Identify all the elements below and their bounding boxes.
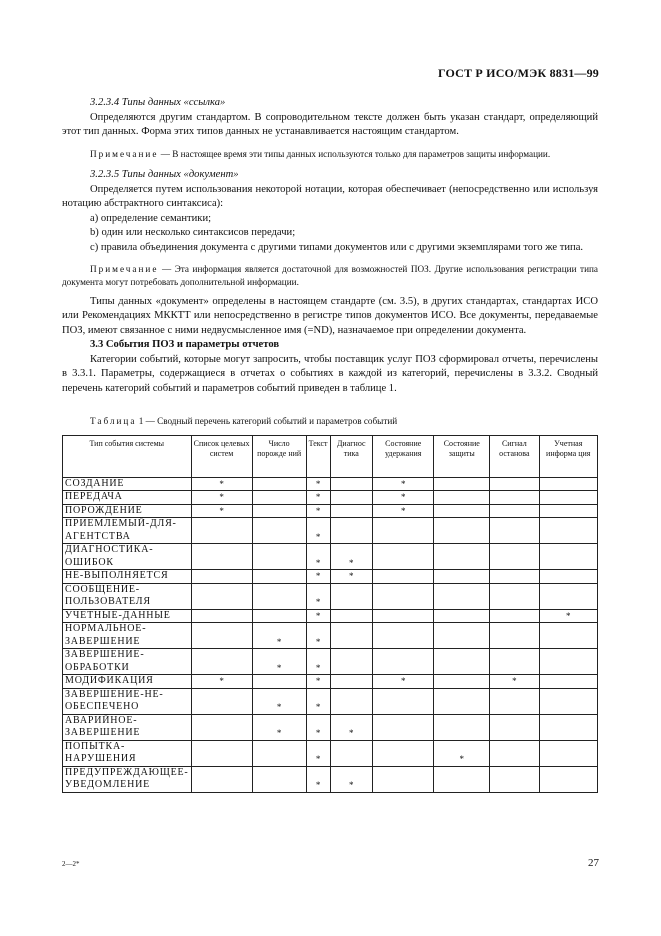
- mark-cell: [490, 491, 539, 505]
- mark-cell: [373, 570, 434, 584]
- event-type-cell: СОЗДАНИЕ: [63, 477, 192, 491]
- mark-cell: *: [252, 714, 306, 740]
- event-type-cell: СООБЩЕНИЕ-ПОЛЬЗОВАТЕЛЯ: [63, 583, 192, 609]
- section-3234-text: Определяются другим стандартом. В сопроводительном тексте должен быть указан стандарт, определяющий этот тип данных. Форма этих типов данных не устанавливается настоящим стандартом.: [62, 111, 598, 137]
- table-row: [63, 504, 598, 518]
- mark-cell: [330, 623, 373, 649]
- event-type-cell: ДИАГНОСТИКА-ОШИБОК: [63, 544, 192, 570]
- mark-cell: [490, 609, 539, 623]
- mark-cell: *: [306, 714, 330, 740]
- mark-cell: [434, 714, 490, 740]
- section-3235-heading: 3.2.3.5 Типы данных «документ»: [90, 169, 239, 181]
- mark-cell: [490, 649, 539, 675]
- mark-cell: [490, 477, 539, 491]
- mark-cell: [539, 570, 597, 584]
- column-header: Сигнал останова: [490, 435, 539, 477]
- event-type-cell: УЧЕТНЫЕ-ДАННЫЕ: [63, 609, 192, 623]
- mark-cell: [434, 477, 490, 491]
- list-item-c: c) правила объединения документа с другими типами документов или с другими экземплярами того же типа.: [90, 241, 584, 253]
- mark-cell: [490, 583, 539, 609]
- note-label: Примечание: [90, 148, 159, 159]
- mark-cell: [434, 491, 490, 505]
- mark-cell: *: [330, 714, 373, 740]
- mark-cell: [373, 623, 434, 649]
- mark-cell: [539, 766, 597, 792]
- note-text: — Эта информация является достаточной для возможностей ПОЗ. Другие использования регистрации типа документа могут потребовать дополнительной информации.: [62, 264, 598, 288]
- section-33-text: Категории событий, которые могут запросить, чтобы поставщик услуг ПОЗ сформировал отчеты, перечислены в 3.3.1. Параметры, содержащиеся в отчетах о событиях в каждой из категорий, перечислены в 3.3.2. Сводный перечень категорий событий и параметров событий приведен в таблице 1.: [62, 353, 598, 394]
- mark-cell: *: [306, 609, 330, 623]
- event-type-cell: ПОРОЖДЕНИЕ: [63, 504, 192, 518]
- mark-cell: [490, 518, 539, 544]
- note-label: Примечание: [90, 264, 159, 275]
- mark-cell: *: [306, 623, 330, 649]
- section-33-heading: 3.3 События ПОЗ и параметры отчетов: [90, 339, 280, 351]
- mark-cell: [434, 688, 490, 714]
- table-caption: [90, 414, 598, 429]
- events-table: [62, 435, 598, 793]
- mark-cell: [191, 714, 252, 740]
- mark-cell: *: [252, 623, 306, 649]
- column-header: Учетная информа ция: [539, 435, 597, 477]
- mark-cell: *: [306, 504, 330, 518]
- mark-cell: [490, 714, 539, 740]
- table-row: [63, 583, 598, 609]
- list-item-b: b) один или несколько синтаксисов передачи;: [90, 227, 296, 239]
- mark-cell: [373, 649, 434, 675]
- event-type-cell: НОРМАЛЬНОЕ-ЗАВЕРШЕНИЕ: [63, 623, 192, 649]
- table-body: [63, 477, 598, 792]
- table-row: [63, 491, 598, 505]
- mark-cell: [191, 688, 252, 714]
- table-row: [63, 518, 598, 544]
- mark-cell: [330, 491, 373, 505]
- mark-cell: [330, 504, 373, 518]
- mark-cell: [330, 740, 373, 766]
- event-type-cell: НЕ-ВЫПОЛНЯЕТСЯ: [63, 570, 192, 584]
- column-header: Список целевых систем: [191, 435, 252, 477]
- mark-cell: *: [306, 740, 330, 766]
- mark-cell: [373, 544, 434, 570]
- mark-cell: [490, 570, 539, 584]
- section-3235-note: [62, 263, 598, 289]
- mark-cell: [490, 544, 539, 570]
- mark-cell: [539, 740, 597, 766]
- mark-cell: *: [306, 766, 330, 792]
- mark-cell: *: [306, 518, 330, 544]
- mark-cell: *: [373, 675, 434, 689]
- event-type-cell: ПРИЕМЛЕМЫЙ-ДЛЯ-АГЕНТСТВА: [63, 518, 192, 544]
- mark-cell: *: [434, 740, 490, 766]
- table-row: [63, 766, 598, 792]
- table-row: [63, 675, 598, 689]
- mark-cell: *: [252, 688, 306, 714]
- mark-cell: [434, 583, 490, 609]
- mark-cell: [434, 766, 490, 792]
- mark-cell: *: [306, 675, 330, 689]
- mark-cell: *: [306, 688, 330, 714]
- mark-cell: [539, 491, 597, 505]
- mark-cell: [490, 740, 539, 766]
- mark-cell: [490, 504, 539, 518]
- mark-cell: [373, 609, 434, 623]
- column-header: Диагнос тика: [330, 435, 373, 477]
- event-type-cell: ПРЕДУПРЕЖДАЮЩЕЕ-УВЕДОМЛЕНИЕ: [63, 766, 192, 792]
- table-row: [63, 688, 598, 714]
- column-header: Число порожде ний: [252, 435, 306, 477]
- mark-cell: *: [330, 544, 373, 570]
- mark-cell: [191, 740, 252, 766]
- list-item-a: a) определение семантики;: [90, 212, 212, 224]
- mark-cell: [252, 675, 306, 689]
- mark-cell: *: [306, 583, 330, 609]
- mark-cell: [434, 649, 490, 675]
- mark-cell: *: [306, 477, 330, 491]
- event-type-cell: ПЕРЕДАЧА: [63, 491, 192, 505]
- table-row: [63, 740, 598, 766]
- mark-cell: [252, 518, 306, 544]
- mark-cell: [252, 544, 306, 570]
- mark-cell: [330, 649, 373, 675]
- mark-cell: [330, 477, 373, 491]
- mark-cell: *: [306, 649, 330, 675]
- mark-cell: [191, 609, 252, 623]
- mark-cell: [490, 623, 539, 649]
- mark-cell: *: [306, 544, 330, 570]
- section-3235-text: Определяется путем использования некоторой нотации, которая обеспечивает (непосредственно или используя нотацию абстрактного синтаксиса):: [62, 183, 598, 210]
- column-header: Состояние удержания: [373, 435, 434, 477]
- mark-cell: [539, 518, 597, 544]
- mark-cell: [252, 491, 306, 505]
- mark-cell: [191, 570, 252, 584]
- mark-cell: [252, 609, 306, 623]
- mark-cell: [191, 518, 252, 544]
- mark-cell: [539, 649, 597, 675]
- mark-cell: *: [306, 491, 330, 505]
- mark-cell: [434, 544, 490, 570]
- mark-cell: [539, 504, 597, 518]
- mark-cell: [252, 740, 306, 766]
- mark-cell: *: [373, 491, 434, 505]
- mark-cell: *: [191, 675, 252, 689]
- document-header: ГОСТ Р ИСО/МЭК 8831—99: [437, 66, 599, 80]
- mark-cell: [490, 688, 539, 714]
- mark-cell: [539, 583, 597, 609]
- mark-cell: [434, 675, 490, 689]
- mark-cell: *: [490, 675, 539, 689]
- mark-cell: [434, 518, 490, 544]
- mark-cell: [252, 477, 306, 491]
- mark-cell: [434, 570, 490, 584]
- mark-cell: *: [191, 491, 252, 505]
- event-type-cell: ЗАВЕРШЕНИЕ-НЕ-ОБЕСПЕЧЕНО: [63, 688, 192, 714]
- mark-cell: [539, 544, 597, 570]
- table-row: [63, 714, 598, 740]
- mark-cell: [490, 766, 539, 792]
- mark-cell: [330, 583, 373, 609]
- table-row: [63, 623, 598, 649]
- table-row: [63, 649, 598, 675]
- mark-cell: [539, 623, 597, 649]
- mark-cell: [373, 766, 434, 792]
- section-3234-heading: 3.2.3.4 Типы данных «ссылка»: [90, 97, 226, 108]
- mark-cell: [373, 688, 434, 714]
- event-type-cell: ПОПЫТКА-НАРУШЕНИЯ: [63, 740, 192, 766]
- mark-cell: [373, 518, 434, 544]
- mark-cell: [434, 623, 490, 649]
- mark-cell: [252, 570, 306, 584]
- mark-cell: *: [306, 570, 330, 584]
- table-caption-label: Таблица: [90, 416, 137, 427]
- mark-cell: [330, 518, 373, 544]
- mark-cell: *: [330, 570, 373, 584]
- page-content: [62, 96, 598, 793]
- mark-cell: *: [373, 477, 434, 491]
- mark-cell: [330, 609, 373, 623]
- mark-cell: [373, 740, 434, 766]
- mark-cell: *: [191, 477, 252, 491]
- mark-cell: [539, 714, 597, 740]
- column-header: Тип события системы: [63, 435, 192, 477]
- mark-cell: *: [252, 649, 306, 675]
- section-3235-para: Типы данных «документ» определены в настоящем стандарте (см. 3.5), в других стандартах, стандартах ИСО или Рекомендациях МККТТ или непосредственно в регистре типов документов ИСО. Все документы, передаваемые ПОЗ, имеют связанное с ними недвусмысленное имя (=ND), назначаемое при определении документа.: [62, 295, 598, 336]
- mark-cell: *: [330, 766, 373, 792]
- page-number: 27: [588, 857, 599, 869]
- mark-cell: *: [191, 504, 252, 518]
- mark-cell: [539, 688, 597, 714]
- column-header: Состояние защиты: [434, 435, 490, 477]
- column-header: Текст: [306, 435, 330, 477]
- mark-cell: *: [373, 504, 434, 518]
- mark-cell: [373, 583, 434, 609]
- event-type-cell: МОДИФИКАЦИЯ: [63, 675, 192, 689]
- mark-cell: [330, 688, 373, 714]
- table-row: [63, 544, 598, 570]
- table-row: [63, 477, 598, 491]
- note-text: — В настоящее время эти типы данных используются только для параметров защиты информации.: [158, 148, 551, 159]
- mark-cell: [191, 623, 252, 649]
- footer-signature: 2—2*: [62, 860, 80, 868]
- mark-cell: [191, 583, 252, 609]
- mark-cell: [373, 714, 434, 740]
- mark-cell: [191, 766, 252, 792]
- mark-cell: [252, 766, 306, 792]
- mark-cell: [539, 477, 597, 491]
- section-3234-note: [62, 148, 598, 161]
- table-row: [63, 570, 598, 584]
- table-caption-text: 1 — Сводный перечень категорий событий и параметров событий: [138, 416, 398, 427]
- mark-cell: [191, 649, 252, 675]
- mark-cell: [434, 504, 490, 518]
- event-type-cell: АВАРИЙНОЕ-ЗАВЕРШЕНИЕ: [63, 714, 192, 740]
- mark-cell: [434, 609, 490, 623]
- event-type-cell: ЗАВЕРШЕНИЕ-ОБРАБОТКИ: [63, 649, 192, 675]
- mark-cell: [252, 504, 306, 518]
- table-header-row: [63, 435, 598, 477]
- mark-cell: [191, 544, 252, 570]
- mark-cell: [252, 583, 306, 609]
- mark-cell: *: [539, 609, 597, 623]
- mark-cell: [539, 675, 597, 689]
- mark-cell: [330, 675, 373, 689]
- table-row: [63, 609, 598, 623]
